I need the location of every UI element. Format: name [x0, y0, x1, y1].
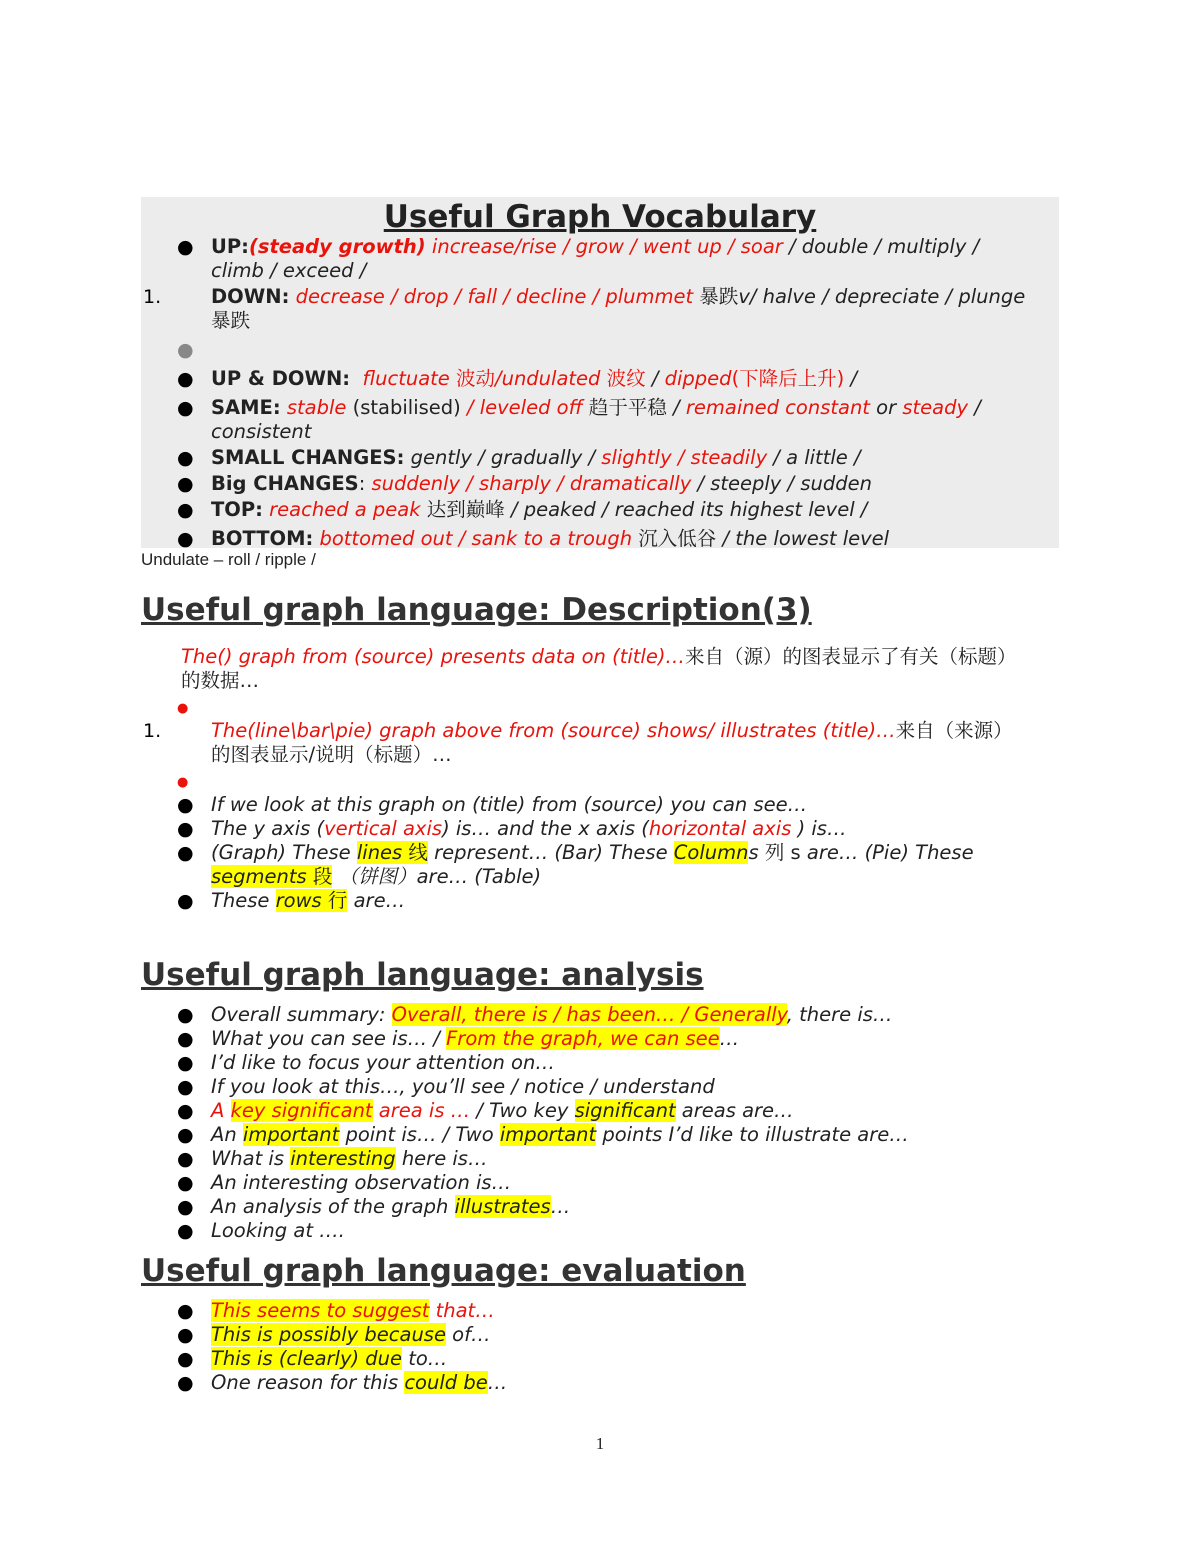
bullet-icon: ●	[177, 890, 194, 912]
list-item-analysis-look: ● If you look at this…, you’ll see / notice / understand	[177, 1075, 715, 1098]
list-item-eval-reason: ● One reason for this could be…	[177, 1371, 508, 1394]
list-item-eval-due: ● This is (clearly) due to…	[177, 1347, 448, 1370]
list-item-desc-intro: The() graph from (source) presents data on (title)…来自（源）的图表显示了有关（标题）的数据…	[181, 645, 1017, 692]
list-item-big-changes: ● Big CHANGES: suddenly / sharply / dramatically / steeply / sudden	[177, 472, 872, 495]
bullet-icon: ●	[177, 794, 194, 816]
bullet-icon: ●	[177, 1172, 194, 1194]
bullet-icon: ●	[177, 368, 194, 390]
list-item-desc-represent: ● (Graph) These lines 线 represent… (Bar) These Columns 列 s are… (Pie) These segments 段 （饼图）are… (Table)	[177, 841, 974, 888]
vocabulary-list	[141, 235, 1031, 553]
list-item-desc-axis: ● The y axis (vertical axis) is… and the x axis (horizontal axis ) is…	[177, 817, 847, 840]
bullet-icon: ●	[177, 473, 194, 495]
bullet-icon: ●	[177, 1348, 194, 1370]
bullet-icon: ●	[177, 842, 194, 864]
list-item-analysis-important: ● An important point is… / Two important points I’d like to illustrate are…	[177, 1123, 909, 1146]
analysis-list	[141, 1003, 1031, 1243]
description-heading: Useful graph language: Description(3)	[141, 592, 812, 628]
bullet-icon: ●	[177, 1220, 194, 1242]
list-item-empty	[141, 338, 1031, 362]
list-item-analysis-interesting: ● What is interesting here is…	[177, 1147, 488, 1170]
list-item-analysis-see: ● What you can see is… / From the graph, we can see…	[177, 1027, 740, 1050]
list-item-analysis-key: ● A key significant area is … / Two key significant areas are…	[177, 1099, 794, 1122]
page-number: 1	[595, 1434, 605, 1453]
list-item-top: ● TOP: reached a peak 达到巅峰 / peaked / reached its highest level /	[177, 498, 868, 521]
list-item-eval-suggest: ● This seems to suggest that…	[177, 1299, 495, 1322]
analysis-heading: Useful graph language: analysis	[141, 957, 704, 993]
bullet-icon: ●	[177, 1028, 194, 1050]
list-item-desc-graph-above: 1. The(line\bar\pie) graph above from (source) shows/ illustrates (title)…来自（来源）的图表显示/说明（标题）…	[143, 719, 1013, 766]
vocabulary-title: Useful Graph Vocabulary	[383, 199, 817, 235]
undulate-note: Undulate – roll / ripple /	[141, 550, 316, 569]
bullet-icon: ●	[177, 1300, 194, 1322]
list-item-small-changes: ● SMALL CHANGES: gently / gradually / slightly / steadily / a little /	[177, 446, 861, 469]
bullet-icon: ●	[177, 447, 194, 469]
evaluation-heading: Useful graph language: evaluation	[141, 1253, 746, 1289]
bullet-icon: ●	[177, 1196, 194, 1218]
bullet-icon: ●	[177, 397, 194, 419]
list-item-desc-empty-1	[141, 695, 1031, 719]
list-item-down: 1. DOWN: decrease / drop / fall / decline / plummet 暴跌v/ halve / depreciate / plunge 暴跌	[143, 285, 1026, 332]
bullet-icon: ●	[177, 1148, 194, 1170]
bullet-icon: ●	[177, 1372, 194, 1394]
list-item-eval-because: ● This is possibly because of…	[177, 1323, 491, 1346]
list-item-analysis-focus: ● I’d like to focus your attention on…	[177, 1051, 555, 1074]
list-item-same: ● SAME: stable (stabilised) / leveled off 趋于平稳 / remained constant or steady / consistent	[177, 396, 981, 443]
list-item-up-down: ● UP & DOWN: fluctuate 波动/undulated 波纹 / dipped(下降后上升) /	[177, 367, 858, 390]
bullet-icon: ●	[177, 775, 189, 790]
bullet-icon: ●	[177, 1100, 194, 1122]
bullet-icon: ●	[177, 339, 194, 361]
list-item-analysis-overall: ● Overall summary: Overall, there is / has been… / Generally, there is…	[177, 1003, 893, 1026]
bullet-icon: ●	[177, 701, 189, 716]
list-item-analysis-observation: ● An interesting observation is…	[177, 1171, 512, 1194]
bullet-icon: ●	[177, 1004, 194, 1026]
bullet-icon: ●	[177, 528, 194, 550]
list-item-analysis-illustrates: ● An analysis of the graph illustrates…	[177, 1195, 571, 1218]
list-item-desc-rows: ● These rows 行 are…	[177, 889, 406, 912]
bullet-icon: ●	[177, 236, 194, 258]
list-item-bottom: ● BOTTOM: bottomed out / sank to a trough 沉入低谷 / the lowest level	[177, 527, 890, 550]
bullet-icon: ●	[177, 1124, 194, 1146]
bullet-icon: ●	[177, 818, 194, 840]
description-list	[141, 645, 1031, 913]
list-item-up: ● UP:(steady growth) increase/rise / grow / went up / soar / double / multiply / climb / exceed /	[177, 235, 980, 282]
list-item-analysis-looking: ● Looking at ….	[177, 1219, 345, 1242]
list-item-desc-empty-2	[141, 769, 1031, 793]
evaluation-list	[141, 1299, 1031, 1395]
bullet-icon: ●	[177, 1324, 194, 1346]
bullet-icon: ●	[177, 499, 194, 521]
bullet-icon: ●	[177, 1076, 194, 1098]
bullet-icon: ●	[177, 1052, 194, 1074]
list-item-desc-look: ● If we look at this graph on (title) from (source) you can see…	[177, 793, 808, 816]
